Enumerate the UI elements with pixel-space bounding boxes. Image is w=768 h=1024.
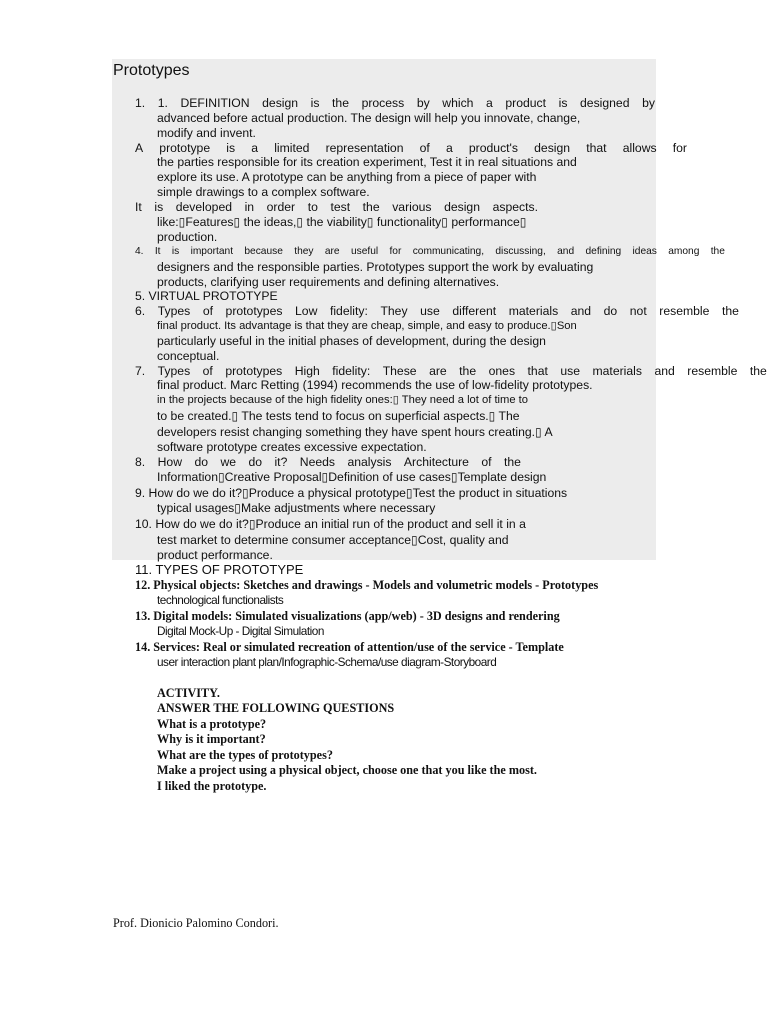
text-line: final product. Marc Retting (1994) recommends the use of low-fidelity prototypes.	[157, 378, 593, 392]
word: developed	[175, 200, 232, 214]
word: ones	[488, 364, 516, 378]
word: product's	[468, 141, 518, 155]
text-line: designers and the responsible parties. Prototypes support the work by evaluating	[157, 260, 594, 274]
word: are	[324, 246, 340, 257]
word: we	[220, 455, 237, 469]
word: Types	[157, 304, 191, 318]
page-title: Prototypes	[113, 62, 190, 79]
word: the	[749, 364, 767, 378]
word: use	[560, 364, 581, 378]
word: useful	[350, 246, 379, 257]
text-line	[135, 96, 655, 111]
word: 6.	[135, 304, 146, 318]
word: order	[266, 200, 296, 214]
word: Architecture	[403, 455, 469, 469]
word: use	[420, 304, 440, 318]
word: resemble	[659, 304, 710, 318]
word: representation	[325, 141, 404, 155]
word: 4.	[135, 246, 144, 257]
text-line: 14. Services: Real or simulated recreation of attention/use of the service - Template	[135, 640, 564, 654]
text-line: product performance.	[157, 548, 273, 562]
word: a	[251, 141, 259, 155]
text-line: in the projects because of the high fidelity ones:▯ They need a lot of time to	[157, 394, 529, 406]
text-line	[135, 200, 538, 215]
text-line: Digital Mock-Up - Digital Simulation	[157, 624, 324, 638]
word: the	[332, 96, 349, 110]
word: the	[721, 304, 739, 318]
word: materials	[508, 304, 559, 318]
text-line: production.	[157, 230, 218, 244]
text-line	[135, 141, 687, 156]
word: important	[190, 246, 234, 257]
word: the	[459, 364, 477, 378]
text-line: typical usages▯Make adjustments where necessary	[157, 501, 436, 515]
word: among	[668, 246, 700, 257]
word: for	[389, 246, 402, 257]
word: a	[486, 96, 493, 110]
text-line	[135, 244, 725, 259]
word: the	[710, 246, 725, 257]
word: because	[244, 246, 283, 257]
word: fidelity:	[329, 304, 368, 318]
word: Low	[295, 304, 318, 318]
word: by	[416, 96, 430, 110]
word: 8.	[135, 455, 146, 469]
word: is	[558, 96, 568, 110]
text-line: I liked the prototype.	[157, 779, 267, 793]
text-line: developers resist changing something they have spent hours creating.▯ A	[157, 425, 553, 439]
word: of	[202, 304, 213, 318]
text-line: explore its use. A prototype can be anything from a piece of paper with	[157, 170, 537, 184]
text-line: 10. How do we do it?▯Produce an initial run of the product and sell it in a	[135, 517, 526, 531]
word: different	[452, 304, 497, 318]
text-line: Why is it important?	[157, 732, 266, 746]
word: Types	[157, 364, 191, 378]
word: is	[310, 96, 320, 110]
word: design	[262, 96, 299, 110]
text-line: final product. Its advantage is that they are cheap, simple, and easy to produce.▯Son	[157, 320, 577, 332]
word: is	[154, 200, 164, 214]
word: They	[380, 304, 408, 318]
word: do	[603, 304, 618, 318]
word: design	[444, 200, 480, 214]
word: do	[248, 455, 263, 469]
word: that	[527, 364, 548, 378]
word: process	[361, 96, 405, 110]
text-line	[135, 304, 739, 319]
text-line: 12. Physical objects: Sketches and drawings - Models and volumetric models - Prototypes	[135, 578, 599, 592]
word: of	[481, 455, 492, 469]
word: and	[557, 246, 575, 257]
word: for	[672, 141, 687, 155]
text-line: modify and invent.	[157, 126, 256, 140]
text-line: advanced before actual production. The design will help you innovate, change,	[157, 111, 581, 125]
text-line: software prototype creates excessive expectation.	[157, 440, 427, 454]
text-line: Information▯Creative Proposal▯Definition of use cases▯Template design	[157, 470, 547, 484]
word: DEFINITION	[180, 96, 250, 110]
text-line: 5. VIRTUAL PROTOTYPE	[135, 289, 278, 303]
word: test	[330, 200, 351, 214]
word: the	[504, 455, 521, 469]
word: that	[586, 141, 607, 155]
word: resemble	[687, 364, 738, 378]
word: is	[226, 141, 236, 155]
text-line: 11. TYPES OF PROTOTYPE	[135, 562, 304, 577]
word: product	[505, 96, 547, 110]
text-line: ANSWER THE FOLLOWING QUESTIONS	[157, 701, 395, 715]
word: discussing,	[495, 246, 546, 257]
word: to	[307, 200, 318, 214]
word: do	[194, 455, 208, 469]
word: prototypes	[225, 364, 283, 378]
word: communicating,	[412, 246, 485, 257]
word: Needs	[299, 455, 336, 469]
word: High	[294, 364, 320, 378]
text-line: What are the types of prototypes?	[157, 748, 333, 762]
word: It	[135, 200, 142, 214]
word: 1.	[157, 96, 168, 110]
word: and	[570, 304, 592, 318]
word: limited	[274, 141, 310, 155]
footer-signature: Prof. Dionicio Palomino Condori.	[113, 916, 279, 930]
text-line	[135, 364, 767, 379]
text-line: the parties responsible for its creation experiment, Test it in real situations and	[157, 155, 577, 169]
word: which	[442, 96, 474, 110]
word: 1.	[135, 96, 146, 110]
word: fidelity:	[332, 364, 371, 378]
word: prototypes	[225, 304, 283, 318]
word: of	[419, 141, 430, 155]
word: by	[642, 96, 655, 110]
word: of	[202, 364, 213, 378]
word: aspects.	[492, 200, 538, 214]
text-line: simple drawings to a complex software.	[157, 185, 370, 199]
word: design	[534, 141, 571, 155]
text-line: user interaction plant plan/Infographic-Schema/use diagram-Storyboard	[157, 655, 497, 669]
word: How	[157, 455, 182, 469]
word: 7.	[135, 364, 146, 378]
word: It	[154, 246, 161, 257]
word: are	[429, 364, 447, 378]
text-line: conceptual.	[157, 349, 220, 363]
text-line: 13. Digital models: Simulated visualizations (app/web) - 3D designs and rendering	[135, 609, 560, 623]
text-line: particularly useful in the initial phases of development, during the design	[157, 334, 546, 348]
word: a	[445, 141, 453, 155]
word: it?	[274, 455, 288, 469]
word: not	[629, 304, 647, 318]
word: materials	[592, 364, 642, 378]
word: A	[135, 141, 144, 155]
word: designed	[580, 96, 630, 110]
word: allows	[622, 141, 657, 155]
word: ideas	[632, 246, 657, 257]
text-line: What is a prototype?	[157, 717, 267, 731]
word: and	[654, 364, 675, 378]
text-line	[135, 455, 521, 470]
word: in	[244, 200, 255, 214]
text-line: to be created.▯ The tests tend to focus on superficial aspects.▯ The	[157, 409, 520, 423]
word: These	[382, 364, 417, 378]
word: they	[294, 246, 314, 257]
text-line: ACTIVITY.	[157, 686, 220, 700]
word: prototype	[159, 141, 211, 155]
word: defining	[585, 246, 622, 257]
text-line: 9. How do we do it?▯Produce a physical prototype▯Test the product in situations	[135, 486, 568, 500]
text-line: like:▯Features▯ the ideas,▯ the viability▯ functionality▯ performance▯	[157, 215, 527, 229]
word: analysis	[347, 455, 392, 469]
word: is	[171, 246, 180, 257]
text-line: technological functionalists	[157, 593, 284, 607]
word: the	[362, 200, 380, 214]
word: various	[392, 200, 432, 214]
text-line: Make a project using a physical object, choose one that you like the most.	[157, 763, 537, 777]
text-line: test market to determine consumer acceptance▯Cost, quality and	[157, 533, 509, 547]
text-line: products, clarifying user requirements and defining alternatives.	[157, 275, 500, 289]
